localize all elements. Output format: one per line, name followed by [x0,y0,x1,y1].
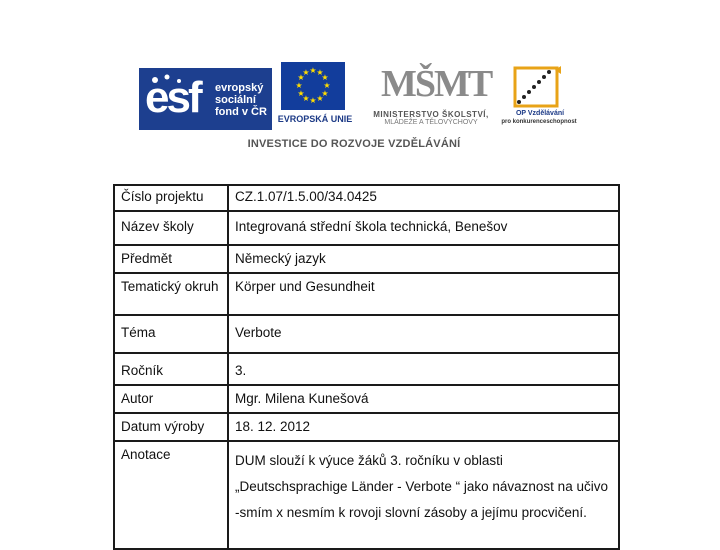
op-caption-line2: pro konkurenceschopnost [501,119,577,125]
svg-text:★: ★ [302,68,310,77]
row-value [228,441,619,549]
row-label: Ročník [114,353,228,385]
row-value: Verbote [228,315,619,353]
op-emblem-icon [495,64,585,110]
row-label: Číslo projektu [114,185,228,211]
svg-text:★: ★ [297,89,305,98]
esf-text: evropský sociální fond v ČR [215,82,267,118]
investice-tagline: INVESTICE DO ROZVOJE VZDĚLÁVÁNÍ [247,138,461,150]
msmt-mark: MŠMT [381,63,492,105]
svg-text:★: ★ [297,73,305,82]
table-row [114,273,619,315]
op-caption-line1: OP Vzdělávání [515,110,565,117]
table-row [114,441,619,549]
table-row [114,211,619,245]
row-value: Integrovaná střední škola technická, Benešov [228,211,619,245]
row-value: Körper und Gesundheit [228,273,619,315]
table-row [114,315,619,353]
project-info-table [113,184,620,550]
logo-band [135,62,575,154]
row-label: Tematický okruh [114,273,228,315]
row-label: Autor [114,385,228,413]
svg-text:★: ★ [302,94,310,103]
anotace-text: DUM slouží k výuce žáků 3. ročníku v oblasti „Deutschsprachige Länder - Verbote “ jako návaznost na učivo -smím x nesmím k rovoji slovní zásoby a jejímu procvičení. [235,453,608,520]
svg-text:★: ★ [309,66,317,75]
op-logo [495,64,585,130]
row-label: Název školy [114,211,228,245]
svg-text:★: ★ [309,96,317,105]
svg-text:★: ★ [316,68,324,77]
msmt-caption-line2: MLÁDEŽE A TĚLOVÝCHOVY [384,119,478,126]
svg-text:★: ★ [321,89,329,98]
row-label: Téma [114,315,228,353]
svg-text:★: ★ [316,94,324,103]
row-value: Mgr. Milena Kunešová [228,385,619,413]
svg-text:★: ★ [295,81,303,90]
row-value: Německý jazyk [228,245,619,273]
row-label: Předmět [114,245,228,273]
row-label: Datum výroby [114,413,228,441]
svg-text:★: ★ [321,73,329,82]
table-row [114,413,619,441]
eu-flag-icon [281,62,345,110]
table-row [114,385,619,413]
table-row [114,353,619,385]
table-row [114,185,619,211]
eu-caption: EVROPSKÁ UNIE [277,114,353,124]
esf-mark: esf [145,73,200,122]
eu-logo [277,62,353,124]
msmt-caption-line1: MINISTERSTVO ŠKOLSTVÍ, [373,110,489,119]
esf-logo [139,68,272,130]
svg-text:★: ★ [323,81,331,90]
msmt-logo [371,64,491,128]
row-value: 18. 12. 2012 [228,413,619,441]
row-value: 3. [228,353,619,385]
row-value: CZ.1.07/1.5.00/34.0425 [228,185,619,211]
table-row [114,245,619,273]
row-label: Anotace [114,441,228,549]
